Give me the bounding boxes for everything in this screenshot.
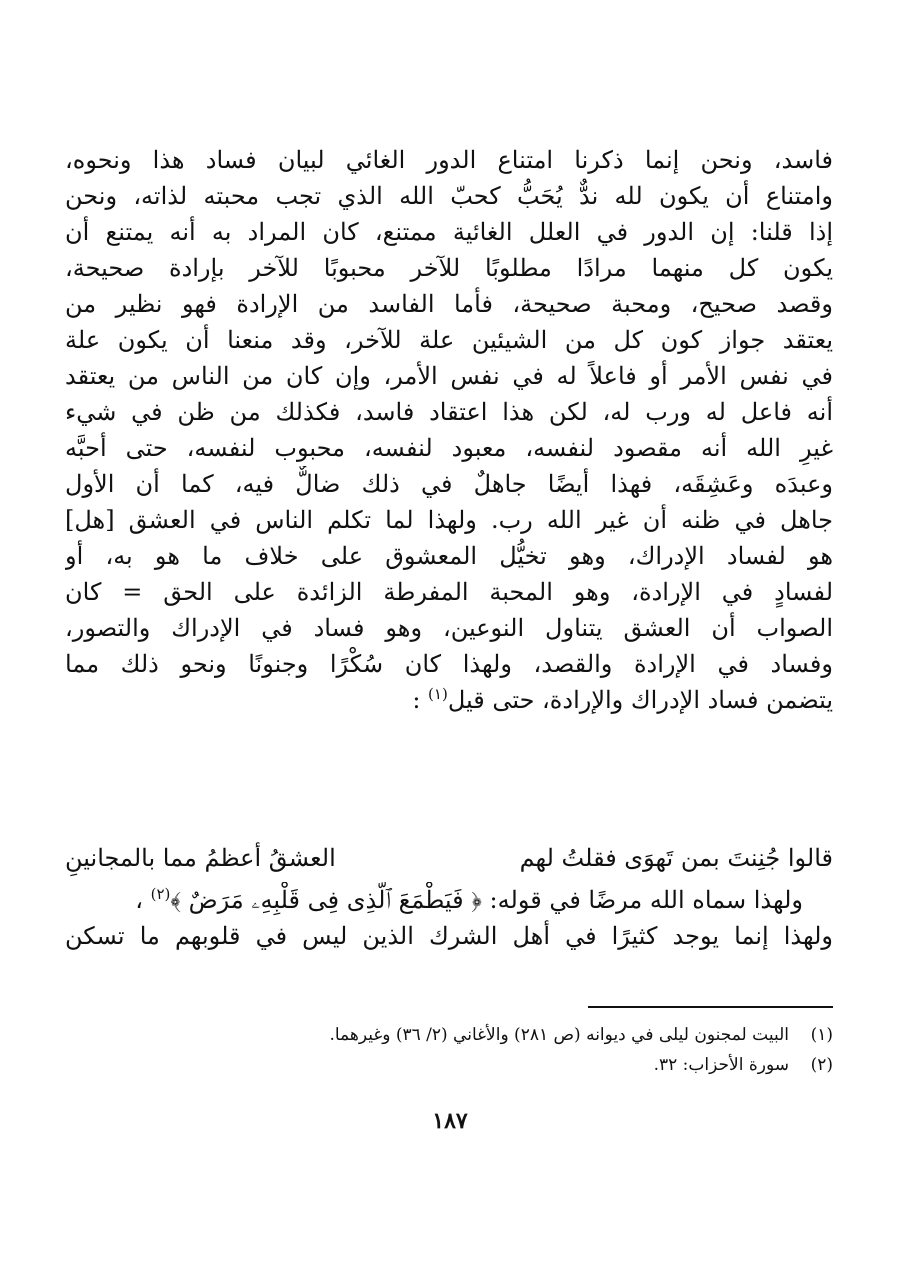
- text-line: وفساد في الإرادة والقصد، ولهذا كان سُكْرًا وجنونًا ونحو ذلك مما: [65, 650, 833, 678]
- text-line: في نفس الأمر أو فاعلاً له في نفس الأمر، وإن كان من الناس من يعتقد: [65, 362, 833, 390]
- text-line: هو لفساد الإدراك، وهو تخيُّل المعشوق على خلاف ما هو به، أو: [65, 542, 833, 570]
- text-line: إذا قلنا: إن الدور في العلل الغائية ممتنع، كان المراد به أنه يمتنع أن: [65, 218, 833, 246]
- text-line: جاهل في ظنه أن غير الله رب. ولهذا لما تكلم الناس في العشق [هل]: [65, 506, 833, 534]
- text-line: وامتناع أن يكون لله ندٌّ يُحَبُّ كحبّ الله الذي تجب محبته لذاته، ونحن: [65, 182, 833, 210]
- footnote-ref-2[interactable]: (٢): [150, 885, 171, 903]
- verse-first-hemistich: قالوا جُنِنتَ بمن تَهوَى فقلتُ لهم: [519, 844, 833, 872]
- footnote-number: (٢): [810, 1055, 833, 1075]
- footnote-number: (١): [810, 1025, 833, 1045]
- comma: ،: [135, 886, 143, 914]
- text-line: لفسادٍ في الإرادة، وهو المحبة المفرطة الزائدة على الحق = كان: [65, 578, 833, 606]
- footnote-1: [65, 1020, 833, 1050]
- text-line: أنه فاعل له ورب له، لكن هذا اعتقاد فاسد، فكذلك من ظن في شيء: [65, 398, 833, 426]
- verse-second-hemistich: العشقُ أعظمُ مما بالمجانينِ: [65, 844, 336, 872]
- footnote-ref-1[interactable]: (١): [428, 685, 448, 703]
- footnote-text: سورة الأحزاب: ٣٢.: [653, 1055, 789, 1075]
- last-line-text: يتضمن فساد الإدراك والإرادة، حتى قيل: [447, 686, 833, 714]
- text-line: وعبدَه وعَشِقَه، فهذا أيضًا جاهلٌ في ذلك ضالٌّ فيه، كما أن الأول: [65, 470, 833, 498]
- text-line: الصواب أن العشق يتناول النوعين، وهو فساد في الإدراك والتصور،: [65, 614, 833, 642]
- quran-intro: ولهذا سماه الله مرضًا في قوله:: [489, 886, 803, 914]
- footnote-text: البيت لمجنون ليلى في ديوانه (ص ٢٨١) والأغاني (٢/ ٣٦) وغيرهما.: [329, 1025, 789, 1045]
- poetry-verse: [65, 838, 833, 878]
- text-line: ولهذا إنما يوجد كثيرًا في أهل الشرك الذين ليس في قلوبهم ما تسكن: [65, 922, 833, 950]
- page-number: ١٨٧: [432, 1108, 468, 1134]
- quran-quote: ﴿ فَيَطْمَعَ ٱلَّذِى فِى قَلْبِهِۦ مَرَضٌ ﴾: [170, 886, 482, 914]
- continued-text: [65, 882, 833, 954]
- text-line-last: [65, 682, 833, 718]
- main-text: [65, 142, 833, 718]
- footnotes: [65, 1020, 833, 1080]
- colon: :: [412, 686, 421, 714]
- text-line: فاسد، ونحن إنما ذكرنا امتناع الدور الغائي لبيان فساد هذا ونحوه،: [65, 146, 833, 174]
- footnote-2: [65, 1050, 833, 1080]
- text-line: يعتقد جواز كون كل من الشيئين علة للآخر، وقد منعنا أن يكون علة: [65, 326, 833, 354]
- text-line: يكون كل منهما مرادًا مطلوبًا للآخر محبوبًا للآخر بإرادة صحيحة،: [65, 254, 833, 282]
- footnote-separator: [588, 1006, 833, 1008]
- text-line: غيرِ الله أنه مقصود لنفسه، معبود لنفسه، محبوب لنفسه، حتى أحبَّه: [65, 434, 833, 462]
- text-line-quran: [65, 882, 833, 918]
- text-line: وقصد صحيح، ومحبة صحيحة، فأما الفاسد من الإرادة فهو نظير من: [65, 290, 833, 318]
